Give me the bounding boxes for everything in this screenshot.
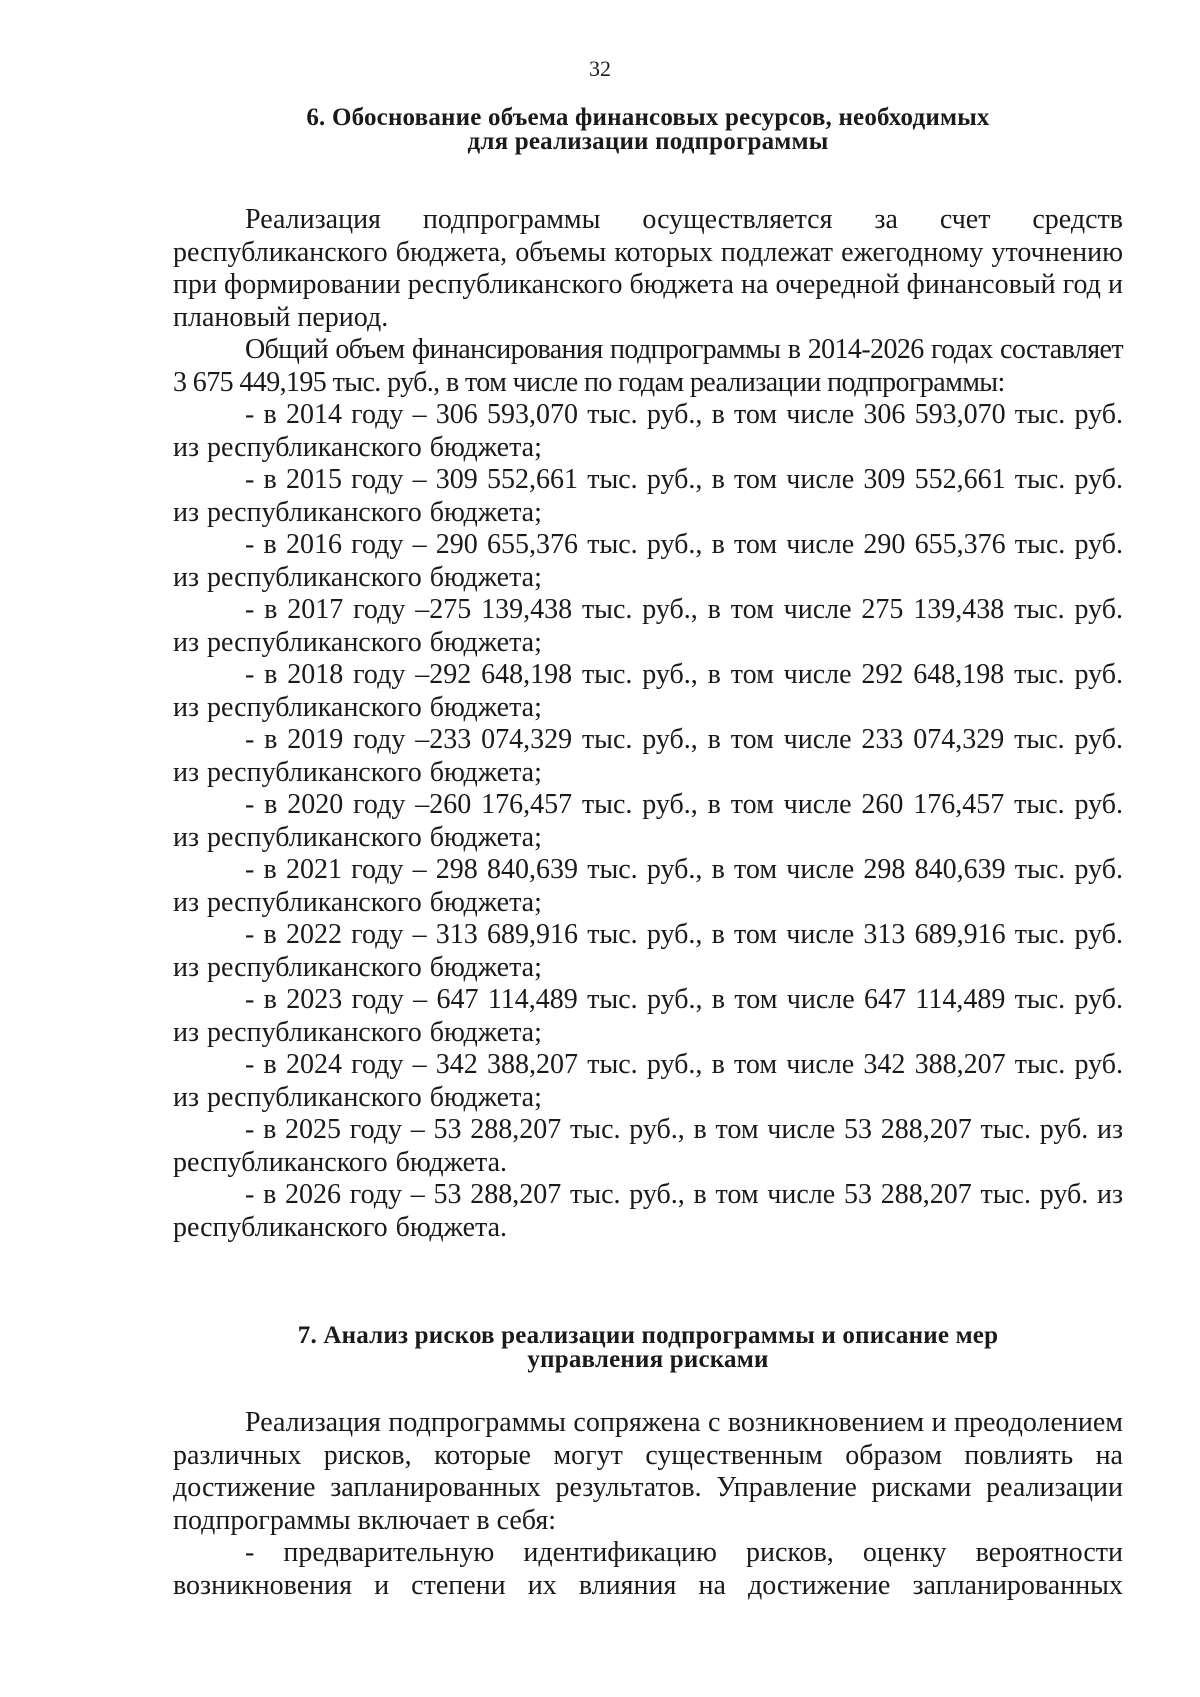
section-6-title-line-2: для реализации подпрограммы (467, 128, 829, 155)
year-item-2014: - в 2014 году – 306 593,070 тыс. руб., в том числе 306 593,070 тыс. руб. из республиканского бюджета; (173, 399, 1123, 463)
year-item-2019: - в 2019 году –233 074,329 тыс. руб., в том числе 233 074,329 тыс. руб. из республиканского бюджета; (173, 724, 1123, 788)
section-7-title-line-2: управления рисками (527, 1346, 769, 1373)
year-item-2024: - в 2024 году – 342 388,207 тыс. руб., в том числе 342 388,207 тыс. руб. из республиканского бюджета; (173, 1049, 1123, 1113)
section-7-item-1: - предварительную идентификацию рисков, оценку вероятности возникновения и степени их влияния на достижение запланированных (173, 1537, 1123, 1601)
year-item-2023: - в 2023 году – 647 114,489 тыс. руб., в том числе 647 114,489 тыс. руб. из республиканского бюджета; (173, 984, 1123, 1048)
year-item-2026: - в 2026 году – 53 288,207 тыс. руб., в том числе 53 288,207 тыс. руб. из республиканского бюджета. (173, 1179, 1123, 1243)
year-item-2015: - в 2015 году – 309 552,661 тыс. руб., в том числе 309 552,661 тыс. руб. из республиканского бюджета; (173, 464, 1123, 528)
year-item-2017: - в 2017 году –275 139,438 тыс. руб., в том числе 275 139,438 тыс. руб. из республиканского бюджета; (173, 594, 1123, 658)
year-item-2020: - в 2020 году –260 176,457 тыс. руб., в том числе 260 176,457 тыс. руб. из республиканского бюджета; (173, 789, 1123, 853)
page-number: 32 (589, 56, 611, 81)
section-6-total: Общий объем финансирования подпрограммы в 2014-2026 годах составляет 3 675 449,195 тыс. руб., в том числе по годам реализации подпрограммы: (173, 334, 1123, 398)
year-item-2018: - в 2018 году –292 648,198 тыс. руб., в том числе 292 648,198 тыс. руб. из республиканского бюджета; (173, 659, 1123, 723)
year-item-2025: - в 2025 году – 53 288,207 тыс. руб., в том числе 53 288,207 тыс. руб. из республиканского бюджета. (173, 1114, 1123, 1178)
year-item-2021: - в 2021 году – 298 840,639 тыс. руб., в том числе 298 840,639 тыс. руб. из республиканского бюджета; (173, 854, 1123, 918)
year-item-2022: - в 2022 году – 313 689,916 тыс. руб., в том числе 313 689,916 тыс. руб. из республиканского бюджета; (173, 919, 1123, 983)
section-7-intro: Реализация подпрограммы сопряжена с возникновением и преодолением различных рисков, которые могут существенным образом повлиять на достижение запланированных результатов. Управление рисками реализации подпрограммы включает в себя: (173, 1407, 1123, 1536)
section-7-title (173, 1324, 1123, 1372)
section-6-title (173, 106, 1123, 154)
year-item-2016: - в 2016 году – 290 655,376 тыс. руб., в том числе 290 655,376 тыс. руб. из республиканского бюджета; (173, 529, 1123, 593)
section-7-title-line-1: 7. Анализ рисков реализации подпрограммы и описание мер (297, 1322, 999, 1349)
page-content (173, 106, 1123, 1602)
funding-by-year-list (173, 399, 1123, 1244)
section-6-title-line-1: 6. Обоснование объема финансовых ресурсов, необходимых (306, 104, 990, 131)
section-6-intro: Реализация подпрограммы осуществляется за счет средств республиканского бюджета, объемы которых подлежат ежегодному уточнению при формировании республиканского бюджета на очередной финансовый год и плановый период. (173, 204, 1123, 333)
